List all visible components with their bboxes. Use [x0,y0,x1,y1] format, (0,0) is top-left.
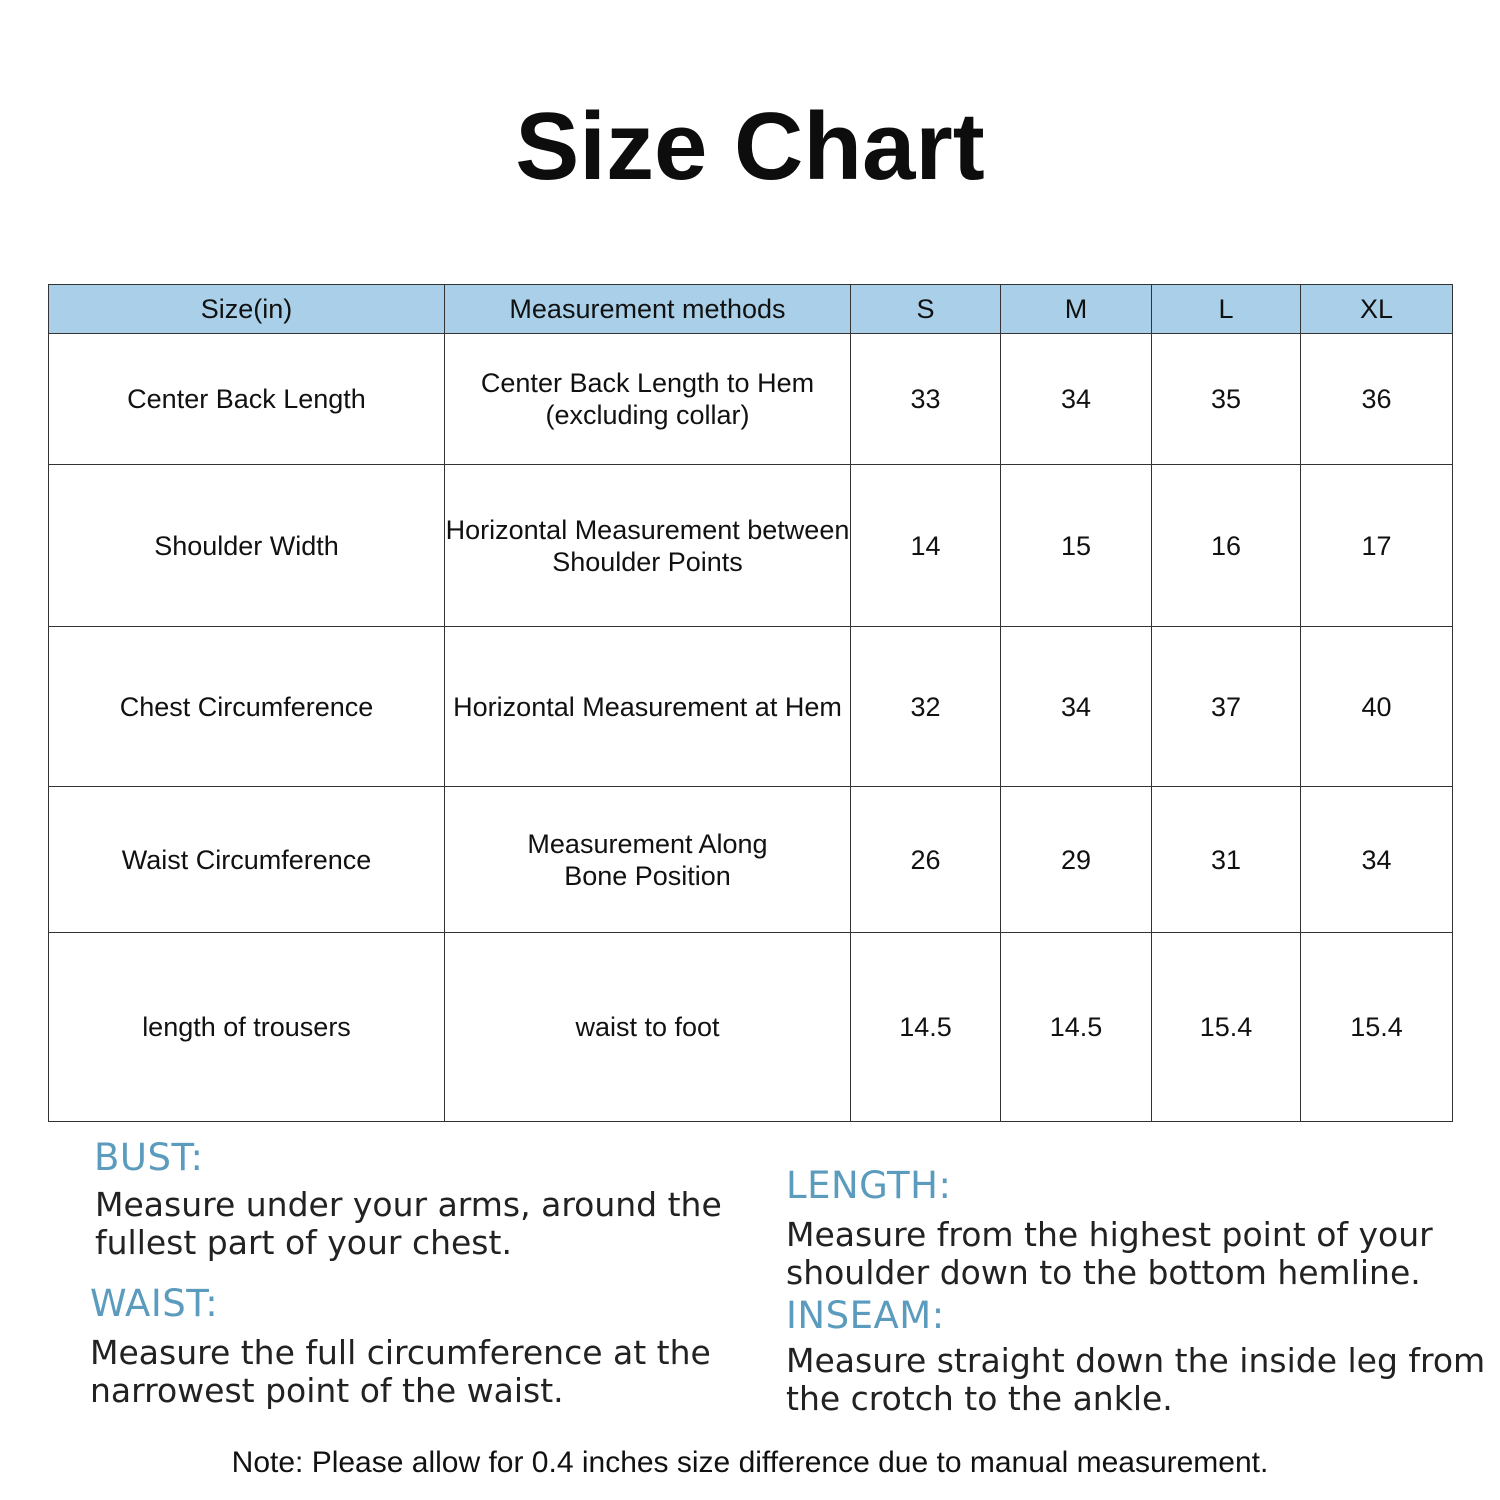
value-s: 14 [851,465,1001,627]
value-xl: 17 [1301,465,1453,627]
row-name: Chest Circumference [49,627,445,787]
value-l: 35 [1152,334,1301,465]
value-l: 15.4 [1152,933,1301,1122]
bust-line: fullest part of your chest. [95,1223,512,1262]
measurement-note: Note: Please allow for 0.4 inches size difference due to manual measurement. [231,1446,1269,1479]
table-row [49,627,1453,787]
length-line: Measure from the highest point of your [786,1215,1433,1254]
method-line: Bone Position [564,860,731,891]
value-m: 14.5 [1001,933,1152,1122]
value-s: 33 [851,334,1001,465]
row-method [445,933,851,1122]
inseam-line: Measure straight down the inside leg from [786,1341,1486,1380]
header-l: L [1152,285,1301,334]
waist-description [90,1334,711,1410]
value-m: 34 [1001,334,1152,465]
method-line: Horizontal Measurement between [445,514,850,545]
table-header-row [49,285,1453,334]
value-xl: 36 [1301,334,1453,465]
inseam-line: the crotch to the ankle. [786,1379,1173,1418]
method-line: Horizontal Measurement at Hem [453,691,842,722]
row-name: Shoulder Width [49,465,445,627]
page-title: Size Chart [515,93,985,200]
method-line: Center Back Length to Hem [480,368,815,398]
method-line: Shoulder Points [552,546,743,577]
value-s: 26 [851,787,1001,933]
value-l: 37 [1152,627,1301,787]
row-method [445,334,851,465]
header-size: Size(in) [49,285,445,334]
size-table [48,284,1453,1122]
waist-line: narrowest point of the waist. [90,1371,564,1410]
value-xl: 40 [1301,627,1453,787]
value-l: 31 [1152,787,1301,933]
table-row [49,933,1453,1122]
row-name: Center Back Length [49,334,445,465]
row-method [445,465,851,627]
waist-line: Measure the full circumference at the [90,1333,711,1372]
table-row [49,334,1453,465]
row-name: Waist Circumference [49,787,445,933]
value-s: 14.5 [851,933,1001,1122]
table-row [49,787,1453,933]
value-l: 16 [1152,465,1301,627]
value-m: 29 [1001,787,1152,933]
length-line: shoulder down to the bottom hemline. [786,1253,1421,1292]
row-method [445,787,851,933]
value-m: 34 [1001,627,1152,787]
header-m: M [1001,285,1152,334]
value-xl: 15.4 [1301,933,1453,1122]
waist-label: WAIST: [90,1282,219,1325]
row-name: length of trousers [49,933,445,1122]
length-label: LENGTH: [786,1164,952,1207]
bust-line: Measure under your arms, around the [95,1185,722,1224]
header-measurement-methods: Measurement methods [445,285,851,334]
inseam-label: INSEAM: [786,1294,945,1337]
length-description [786,1216,1433,1292]
inseam-description [786,1342,1485,1418]
bust-label: BUST: [94,1136,204,1179]
value-m: 15 [1001,465,1152,627]
table-row [49,465,1453,627]
header-xl: XL [1301,285,1453,334]
method-line: (excluding collar) [545,400,750,430]
method-line: waist to foot [575,1012,720,1042]
bust-description [95,1186,722,1262]
row-method [445,627,851,787]
method-line: Measurement Along [527,828,768,859]
value-xl: 34 [1301,787,1453,933]
value-s: 32 [851,627,1001,787]
header-s: S [851,285,1001,334]
